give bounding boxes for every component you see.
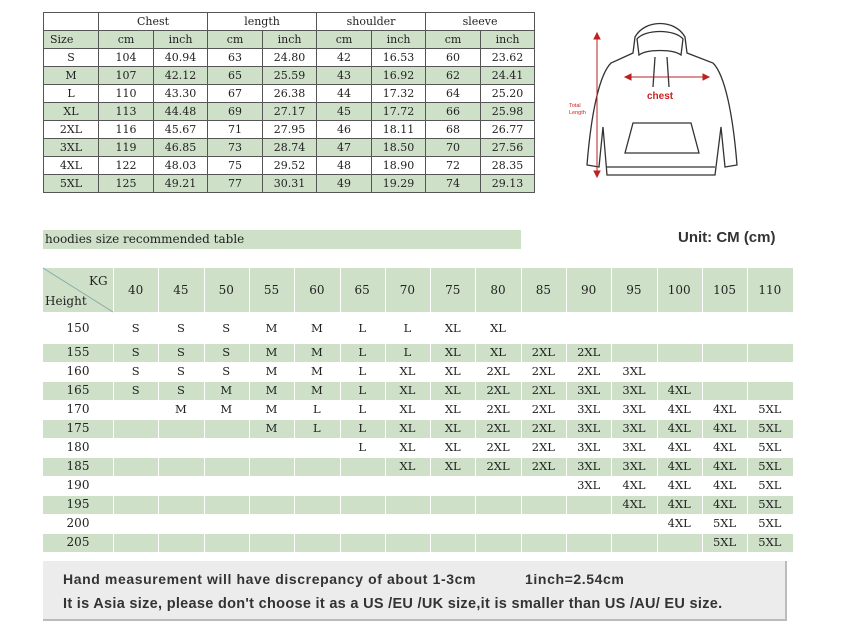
size-recommendation: M xyxy=(310,364,323,378)
size-value-cell: 72 xyxy=(426,157,481,175)
size-value-cell: 27.95 xyxy=(263,121,317,139)
size-recommendation: 2XL xyxy=(486,440,510,454)
size-row xyxy=(44,175,535,193)
size-recommendation: S xyxy=(131,383,140,397)
size-recommendation: 5XL xyxy=(758,402,782,416)
size-recommendation: L xyxy=(358,383,366,397)
size-recommendation: S xyxy=(222,364,231,378)
size-recommendation: L xyxy=(358,402,366,416)
weight-header: 50 xyxy=(218,283,234,297)
size-value-cell: 24.80 xyxy=(263,49,317,67)
weight-header: 85 xyxy=(535,283,551,297)
size-recommendation: L xyxy=(313,421,321,435)
size-value-cell: 42.12 xyxy=(154,67,208,85)
size-value-cell: 27.17 xyxy=(263,103,317,121)
size-recommendation: S xyxy=(177,321,185,335)
size-name-cell: XL xyxy=(44,103,99,121)
size-recommendation: 5XL xyxy=(758,440,782,454)
size-value-cell: 75 xyxy=(208,157,263,175)
size-recommendation: 5XL xyxy=(758,459,782,473)
size-recommendation: 4XL xyxy=(712,478,737,492)
size-recommendation: 2XL xyxy=(486,364,510,378)
height-value: 150 xyxy=(66,321,90,335)
size-recommendation: 2XL xyxy=(577,364,601,378)
unit-cell: cm xyxy=(99,31,154,49)
size-recommendation: L xyxy=(358,321,366,335)
size-value-cell: 47 xyxy=(317,139,372,157)
unit-cell: inch xyxy=(263,31,317,49)
size-recommendation: XL xyxy=(399,402,416,416)
size-value-cell: 17.72 xyxy=(372,103,426,121)
size-recommendation: 3XL xyxy=(622,421,646,435)
header-shoulder: shoulder xyxy=(317,13,426,31)
size-recommendation: 4XL xyxy=(667,421,691,435)
height-value: 205 xyxy=(66,535,90,549)
size-value-cell: 46.85 xyxy=(154,139,208,157)
size-name-cell: S xyxy=(44,49,99,67)
chest-label: chest xyxy=(647,91,674,102)
header-sleeve: sleeve xyxy=(426,13,535,31)
size-recommendation: L xyxy=(358,440,366,454)
size-recommendation: M xyxy=(265,364,278,378)
height-value: 200 xyxy=(66,516,90,530)
size-recommendation: 5XL xyxy=(758,516,782,530)
size-recommendation: M xyxy=(220,383,233,397)
grid-line xyxy=(43,312,793,313)
size-value-cell: 49 xyxy=(317,175,372,193)
size-recommendation: 3XL xyxy=(622,459,646,473)
size-recommendation: 3XL xyxy=(622,383,646,397)
unit-cell: cm xyxy=(317,31,372,49)
size-value-cell: 18.90 xyxy=(372,157,426,175)
kg-label: KG xyxy=(89,274,108,288)
size-recommendation: 5XL xyxy=(758,535,782,549)
size-recommendation: 2XL xyxy=(486,402,510,416)
size-value-cell: 48 xyxy=(317,157,372,175)
size-value-cell: 64 xyxy=(426,85,481,103)
note-inch-conversion: 1inch=2.54cm xyxy=(525,571,625,587)
size-recommendation: 3XL xyxy=(622,402,646,416)
size-name-cell: M xyxy=(44,67,99,85)
size-value-cell: 30.31 xyxy=(263,175,317,193)
weight-header: 75 xyxy=(445,283,461,297)
size-recommendation: M xyxy=(310,321,323,335)
size-label: Size xyxy=(44,31,99,49)
size-chart-table xyxy=(43,12,535,193)
grid-line xyxy=(43,514,793,515)
grid-line xyxy=(43,533,793,534)
size-value-cell: 42 xyxy=(317,49,372,67)
size-recommendation: 5XL xyxy=(712,535,737,549)
size-recommendation: 2XL xyxy=(531,440,555,454)
weight-header: 70 xyxy=(399,283,416,297)
size-value-cell: 62 xyxy=(426,67,481,85)
size-recommendation: XL xyxy=(490,345,506,359)
size-row xyxy=(44,103,535,121)
hoodie-diagram xyxy=(569,15,765,185)
size-recommendation: M xyxy=(265,383,278,397)
size-recommendation: S xyxy=(131,364,140,378)
size-row xyxy=(44,49,535,67)
size-chart-corner xyxy=(44,13,99,31)
size-value-cell: 17.32 xyxy=(372,85,426,103)
size-recommendation: XL xyxy=(490,321,506,335)
size-recommendation: M xyxy=(310,383,323,397)
size-recommendation: 4XL xyxy=(712,402,737,416)
size-recommendation: 4XL xyxy=(712,497,737,511)
size-recommendation: 2XL xyxy=(531,383,555,397)
size-value-cell: 49.21 xyxy=(154,175,208,193)
size-recommendation: M xyxy=(175,402,187,416)
size-value-cell: 27.56 xyxy=(481,139,535,157)
size-recommendation: 4XL xyxy=(667,402,691,416)
size-recommendation: 3XL xyxy=(577,421,601,435)
height-value: 155 xyxy=(66,345,90,359)
recommend-title: hoodies size recommended table xyxy=(43,230,521,249)
size-recommendation: 2XL xyxy=(531,421,555,435)
size-value-cell: 69 xyxy=(208,103,263,121)
height-value: 175 xyxy=(66,421,90,435)
size-value-cell: 19.29 xyxy=(372,175,426,193)
size-recommendation: XL xyxy=(444,421,461,435)
size-value-cell: 67 xyxy=(208,85,263,103)
size-recommendation: 4XL xyxy=(712,459,737,473)
size-name-cell: 3XL xyxy=(44,139,99,157)
size-value-cell: 63 xyxy=(208,49,263,67)
size-value-cell: 116 xyxy=(99,121,154,139)
height-value: 185 xyxy=(66,459,90,473)
size-recommendation: 3XL xyxy=(577,402,601,416)
size-name-cell: L xyxy=(44,85,99,103)
size-recommendation: XL xyxy=(444,440,461,454)
size-value-cell: 24.41 xyxy=(481,67,535,85)
grid-line xyxy=(43,381,793,382)
size-recommendation: L xyxy=(313,402,321,416)
size-recommendation: S xyxy=(222,321,231,335)
size-value-cell: 45 xyxy=(317,103,372,121)
height-value: 195 xyxy=(66,497,90,511)
size-recommendation: 3XL xyxy=(622,364,646,378)
length-label: Length xyxy=(569,110,586,116)
size-recommendation: XL xyxy=(444,364,461,378)
size-recommendation: S xyxy=(222,345,231,359)
unit-cell: inch xyxy=(372,31,426,49)
total-label: Total xyxy=(569,103,581,109)
size-recommendation: M xyxy=(265,345,278,359)
height-value: 170 xyxy=(66,402,90,416)
size-value-cell: 70 xyxy=(426,139,481,157)
size-recommendation: XL xyxy=(444,321,461,335)
size-recommendation: 3XL xyxy=(577,459,601,473)
size-recommendation: S xyxy=(131,321,140,335)
grid-line xyxy=(43,476,793,477)
size-name-cell: 4XL xyxy=(44,157,99,175)
size-value-cell: 29.52 xyxy=(263,157,317,175)
size-recommendation: M xyxy=(265,402,278,416)
size-recommendation: 4XL xyxy=(712,421,737,435)
size-value-cell: 45.67 xyxy=(154,121,208,139)
size-recommendation: L xyxy=(358,421,366,435)
size-value-cell: 25.59 xyxy=(263,67,317,85)
size-value-cell: 46 xyxy=(317,121,372,139)
size-value-cell: 18.50 xyxy=(372,139,426,157)
size-recommendation: 2XL xyxy=(531,364,555,378)
height-value: 160 xyxy=(66,364,90,378)
size-row xyxy=(44,67,535,85)
size-recommendation: 5XL xyxy=(758,497,782,511)
grid-line xyxy=(43,343,793,344)
size-value-cell: 71 xyxy=(208,121,263,139)
size-value-cell: 66 xyxy=(426,103,481,121)
note-line-1 xyxy=(63,571,624,587)
recommend-table xyxy=(43,268,793,555)
header-length: length xyxy=(208,13,317,31)
size-value-cell: 107 xyxy=(99,67,154,85)
size-value-cell: 43 xyxy=(317,67,372,85)
size-value-cell: 40.94 xyxy=(154,49,208,67)
size-recommendation: M xyxy=(310,345,323,359)
weight-header: 105 xyxy=(713,283,736,297)
size-name-cell: 5XL xyxy=(44,175,99,193)
size-value-cell: 43.30 xyxy=(154,85,208,103)
weight-header: 110 xyxy=(758,283,782,297)
size-recommendation: XL xyxy=(444,402,461,416)
size-value-cell: 23.62 xyxy=(481,49,535,67)
size-recommendation: M xyxy=(265,421,278,435)
size-recommendation: L xyxy=(358,345,366,359)
height-value: 165 xyxy=(66,383,90,397)
size-value-cell: 73 xyxy=(208,139,263,157)
unit-cell: cm xyxy=(208,31,263,49)
weight-header: 90 xyxy=(581,283,597,297)
size-recommendation: 5XL xyxy=(758,421,782,435)
weight-header: 45 xyxy=(173,283,189,297)
grid-line xyxy=(43,457,793,458)
size-chart-units-row xyxy=(44,31,535,49)
size-value-cell: 119 xyxy=(99,139,154,157)
size-value-cell: 26.77 xyxy=(481,121,535,139)
size-recommendation: 3XL xyxy=(577,383,601,397)
size-recommendation: 3XL xyxy=(577,440,601,454)
size-value-cell: 77 xyxy=(208,175,263,193)
note-line-2: It is Asia size, please don't choose it as a US /EU /UK size,it is smaller than US /AU/ EU size. xyxy=(63,596,723,612)
size-recommendation: 5XL xyxy=(758,478,782,492)
weight-header: 40 xyxy=(128,283,144,297)
unit-cell: inch xyxy=(154,31,208,49)
size-recommendation: L xyxy=(358,364,366,378)
weight-header: 100 xyxy=(667,283,691,297)
size-recommendation: 4XL xyxy=(712,440,737,454)
size-value-cell: 25.98 xyxy=(481,103,535,121)
size-row xyxy=(44,85,535,103)
size-value-cell: 110 xyxy=(99,85,154,103)
size-value-cell: 113 xyxy=(99,103,154,121)
grid-line xyxy=(43,362,793,363)
size-value-cell: 18.11 xyxy=(372,121,426,139)
size-value-cell: 60 xyxy=(426,49,481,67)
note-discrepancy: Hand measurement will have discrepancy of about 1-3cm xyxy=(63,571,477,587)
weight-header: 65 xyxy=(354,283,370,297)
weight-header: 95 xyxy=(626,283,642,297)
size-recommendation: 5XL xyxy=(712,516,737,530)
size-recommendation: XL xyxy=(399,364,416,378)
header-chest: Chest xyxy=(99,13,208,31)
unit-label: Unit: CM (cm) xyxy=(678,229,776,246)
size-recommendation: 4XL xyxy=(667,440,691,454)
size-value-cell: 65 xyxy=(208,67,263,85)
size-value-cell: 122 xyxy=(99,157,154,175)
size-value-cell: 28.74 xyxy=(263,139,317,157)
size-recommendation: 2XL xyxy=(577,345,601,359)
size-value-cell: 125 xyxy=(99,175,154,193)
size-recommendation: 2XL xyxy=(486,383,510,397)
size-recommendation: 2XL xyxy=(486,459,510,473)
size-value-cell: 74 xyxy=(426,175,481,193)
height-value: 190 xyxy=(66,478,90,492)
grid-line xyxy=(43,495,793,496)
grid-line xyxy=(43,438,793,439)
size-value-cell: 29.13 xyxy=(481,175,535,193)
grid-line xyxy=(43,419,793,420)
size-chart-header-row xyxy=(44,13,535,31)
size-value-cell: 68 xyxy=(426,121,481,139)
size-recommendation: S xyxy=(131,345,140,359)
size-value-cell: 26.38 xyxy=(263,85,317,103)
size-value-cell: 28.35 xyxy=(481,157,535,175)
size-chart-body xyxy=(44,13,535,193)
size-recommendation: XL xyxy=(399,383,416,397)
size-value-cell: 25.20 xyxy=(481,85,535,103)
size-name-cell: 2XL xyxy=(44,121,99,139)
weight-header: 60 xyxy=(309,283,325,297)
size-value-cell: 16.92 xyxy=(372,67,426,85)
grid-line xyxy=(43,400,793,401)
size-recommendation: 3XL xyxy=(577,478,601,492)
row-band xyxy=(43,533,793,552)
size-row xyxy=(44,157,535,175)
size-recommendation: M xyxy=(220,402,233,416)
size-value-cell: 48.03 xyxy=(154,157,208,175)
size-recommendation: S xyxy=(177,383,185,397)
size-recommendation: 4XL xyxy=(622,478,646,492)
size-recommendation: XL xyxy=(444,459,461,473)
size-recommendation: 4XL xyxy=(622,497,646,511)
size-value-cell: 44 xyxy=(317,85,372,103)
weight-header: 55 xyxy=(263,283,280,297)
size-row xyxy=(44,121,535,139)
size-recommendation: L xyxy=(403,345,412,359)
size-recommendation: 2XL xyxy=(486,421,510,435)
size-recommendation: 4XL xyxy=(667,516,691,530)
size-row xyxy=(44,139,535,157)
height-label: Height xyxy=(45,294,87,308)
notes-box xyxy=(43,561,787,621)
size-recommendation: 4XL xyxy=(667,459,691,473)
size-recommendation: XL xyxy=(399,421,416,435)
size-recommendation: XL xyxy=(444,383,461,397)
unit-cell: inch xyxy=(481,31,535,49)
size-recommendation: 2XL xyxy=(531,345,555,359)
size-recommendation: 2XL xyxy=(531,402,555,416)
size-value-cell: 16.53 xyxy=(372,49,426,67)
size-recommendation: 4XL xyxy=(667,478,691,492)
size-recommendation: 4XL xyxy=(667,497,691,511)
size-recommendation: M xyxy=(265,321,278,335)
size-recommendation: 2XL xyxy=(531,459,555,473)
size-recommendation: L xyxy=(403,321,412,335)
size-recommendation: 3XL xyxy=(622,440,646,454)
size-recommendation: 4XL xyxy=(667,383,691,397)
size-recommendation: XL xyxy=(444,345,461,359)
size-recommendation: XL xyxy=(399,459,416,473)
size-recommendation: XL xyxy=(399,440,416,454)
size-recommendation: S xyxy=(177,345,185,359)
size-value-cell: 104 xyxy=(99,49,154,67)
size-recommendation: S xyxy=(177,364,185,378)
weight-header: 80 xyxy=(490,283,506,297)
height-value: 180 xyxy=(66,440,90,454)
size-value-cell: 44.48 xyxy=(154,103,208,121)
unit-cell: cm xyxy=(426,31,481,49)
